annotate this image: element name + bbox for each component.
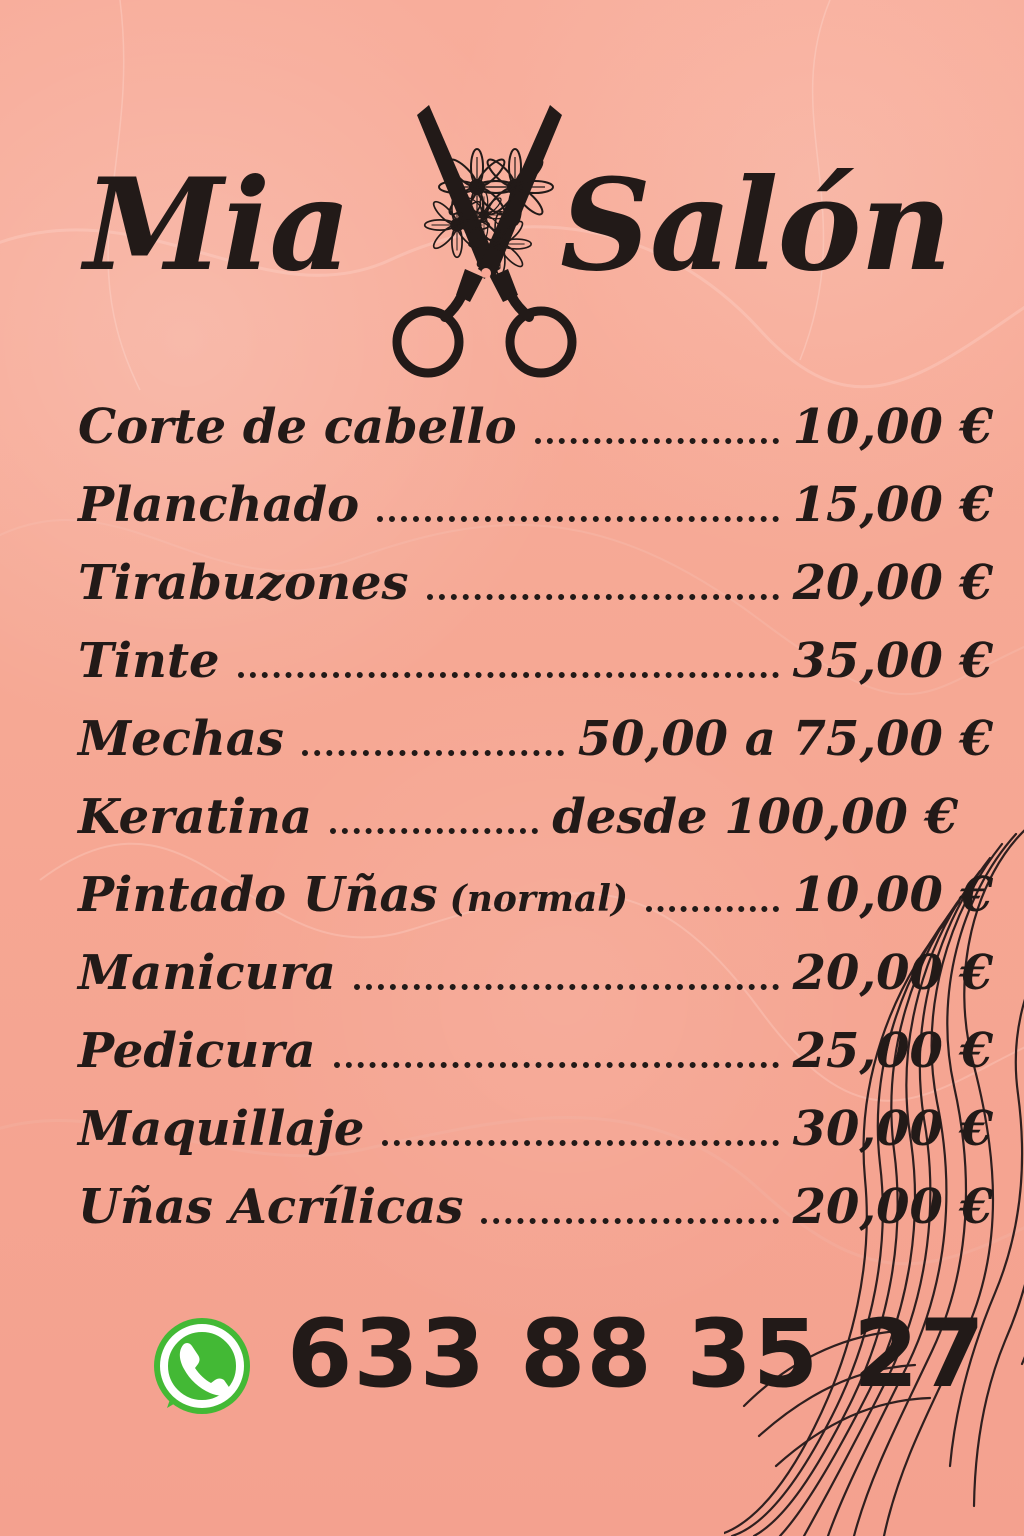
dotted-leader [330,808,538,834]
service-row [78,1012,993,1090]
dotted-leader [535,418,779,444]
service-name: Corte de cabello [78,399,517,455]
dotted-leader [334,1042,779,1068]
service-name: Planchado [78,477,360,533]
service-label-group [78,477,360,533]
service-price: 30,00 € [792,1101,993,1157]
dotted-leader [354,964,779,990]
service-label-group [78,1179,464,1235]
service-label-group [78,1023,316,1079]
service-price: 10,00 € [792,399,993,455]
service-row [78,544,993,622]
service-price: 10,00 € [792,867,993,923]
service-row [78,1090,993,1168]
service-label-group [78,867,628,923]
dotted-leader [377,496,778,522]
dotted-leader [302,730,564,756]
service-price: desde 100,00 € [552,789,958,845]
service-row [78,622,993,700]
service-name: Manicura [78,945,336,1001]
service-row [78,778,958,856]
dotted-leader [238,652,779,678]
dotted-leader [427,574,779,600]
brand-name-right: Salón [560,151,952,299]
service-price: 50,00 a 75,00 € [577,711,993,767]
service-row [78,934,993,1012]
phone-number: 633 88 35 27 [287,1300,986,1409]
service-row [78,388,993,466]
service-name: Tinte [78,633,220,689]
service-row [78,1168,993,1246]
service-name: Tirabuzones [78,555,409,611]
service-price: 20,00 € [792,1179,993,1235]
whatsapp-icon [144,1308,260,1424]
service-name: Uñas Acrílicas [78,1179,464,1235]
service-label-group [78,633,220,689]
service-price: 15,00 € [792,477,993,533]
salon-brand [0,42,1024,342]
dotted-leader [481,1198,778,1224]
service-name: Mechas [78,711,284,767]
service-row [78,466,993,544]
service-name: Maquillaje [78,1101,365,1157]
service-label-group [78,555,409,611]
service-name: Pintado Uñas [78,867,438,923]
service-price: 25,00 € [792,1023,993,1079]
service-row [78,700,993,778]
service-note: (normal) [449,878,628,920]
dotted-leader [646,886,779,912]
service-price: 35,00 € [792,633,993,689]
service-label-group [78,945,336,1001]
service-row [78,856,993,934]
service-label-group [78,789,312,845]
service-price: 20,00 € [792,555,993,611]
dotted-leader [382,1120,778,1146]
service-label-group [78,399,517,455]
brand-name-left: Mia [84,151,350,299]
services-price-list [78,388,993,1246]
service-label-group [78,711,284,767]
service-label-group [78,1101,365,1157]
contact-section [144,1298,986,1428]
service-name: Pedicura [78,1023,316,1079]
service-name: Keratina [78,789,312,845]
service-price: 20,00 € [792,945,993,1001]
